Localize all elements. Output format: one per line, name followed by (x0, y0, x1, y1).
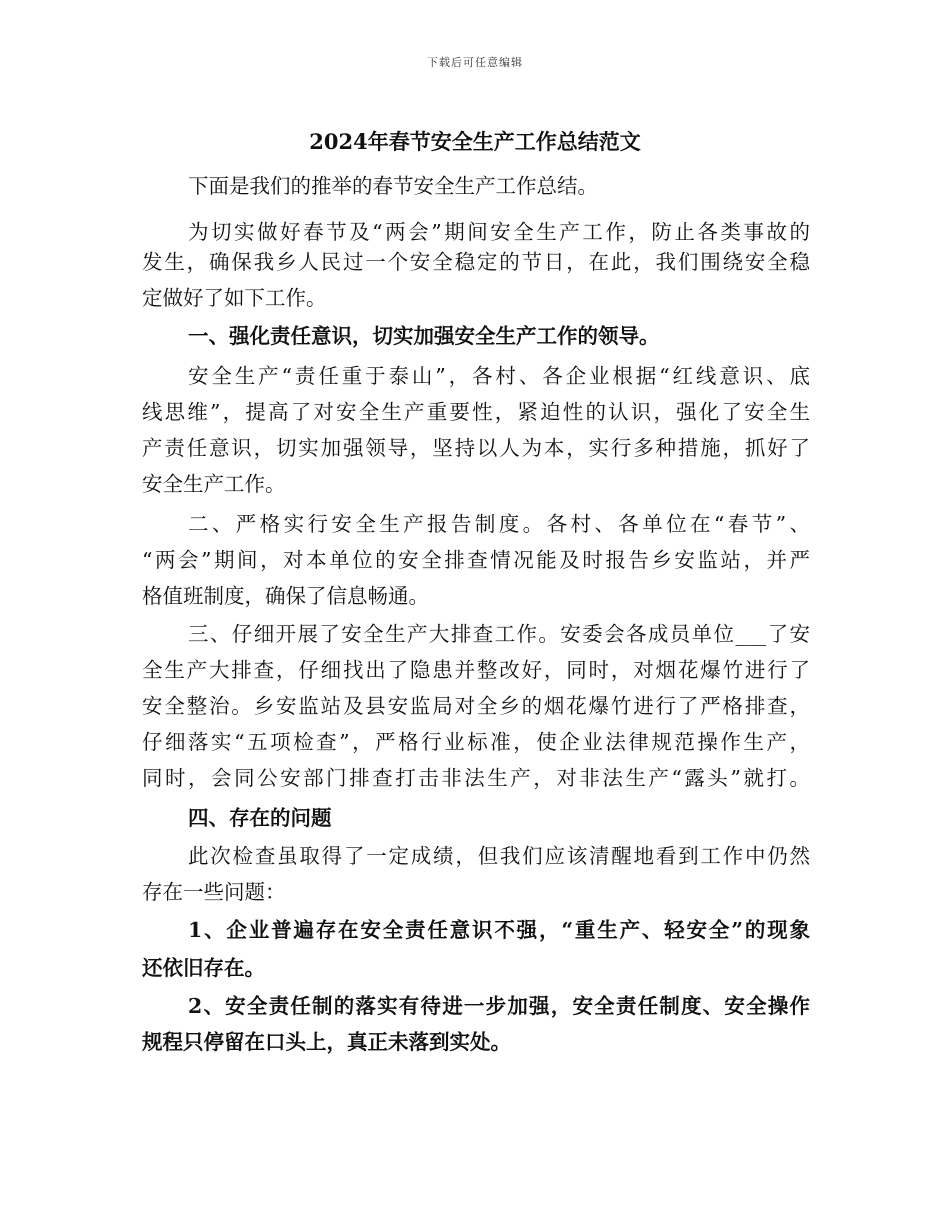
paragraph-line: 下面是我们的推举的春节安全生产工作总结。 (188, 174, 598, 198)
paragraph-line: 定做好了如下工作。 (142, 286, 327, 310)
document-title: 2024年春节安全生产工作总结范文 (309, 129, 641, 154)
paragraph-line: 为切实做好春节及“两会”期间安全生产工作，防止各类事故的 (188, 220, 810, 244)
paragraph-line: 安全生产“责任重于泰山”，各村、各企业根据“红线意识、底 (188, 364, 810, 388)
paragraph-line: 线思维”，提高了对安全生产重要性，紧迫性的认识，强化了安全生 (142, 400, 810, 424)
paragraph-line: 此次检查虽取得了一定成绩，但我们应该清醒地看到工作中仍然 (188, 844, 810, 868)
paragraph-line: 三、仔细开展了安全生产大排查工作。安委会各成员单位___了安 (188, 622, 810, 646)
section-heading: 四、存在的问题 (188, 806, 332, 830)
paragraph-line: 二、严格实行安全生产报告制度。各村、各单位在“春节”、 (188, 512, 810, 536)
section-heading: 一、强化责任意识，切实加强安全生产工作的领导。 (188, 324, 660, 348)
paragraph-line: 安全整治。乡安监站及县安监局对全乡的烟花爆竹进行了严格排查， (142, 694, 810, 718)
paragraph-line: 产责任意识，切实加强领导，坚持以人为本，实行多种措施，抓好了 (142, 436, 810, 460)
list-item-line: 1、企业普遍存在安全责任意识不强，“重生产、轻安全”的现象 (188, 918, 810, 942)
paragraph-line: 发生，确保我乡人民过一个安全稳定的节日，在此，我们围绕安全稳 (142, 250, 810, 274)
paragraph-line: “两会”期间，对本单位的安全排查情况能及时报告乡安监站，并严 (142, 548, 810, 572)
paragraph-line: 全生产大排查，仔细找出了隐患并整改好，同时，对烟花爆竹进行了 (142, 658, 810, 682)
list-item-line: 2、安全责任制的落实有待进一步加强，安全责任制度、安全操作 (188, 994, 810, 1018)
paragraph-line: 仔细落实“五项检查”，严格行业标准，使企业法律规范操作生产， (142, 730, 810, 754)
list-item-line: 还依旧存在。 (142, 956, 265, 980)
paragraph-line: 存在一些问题： (142, 880, 286, 904)
paragraph-line: 同时，会同公安部门排查打击非法生产，对非法生产“露头”就打。 (142, 766, 810, 790)
paragraph-line: 安全生产工作。 (142, 472, 286, 496)
list-item-line: 规程只停留在口头上，真正未落到实处。 (142, 1030, 511, 1054)
paragraph-line: 格值班制度，确保了信息畅通。 (142, 584, 429, 608)
header-note: 下载后可任意编辑 (427, 56, 523, 69)
